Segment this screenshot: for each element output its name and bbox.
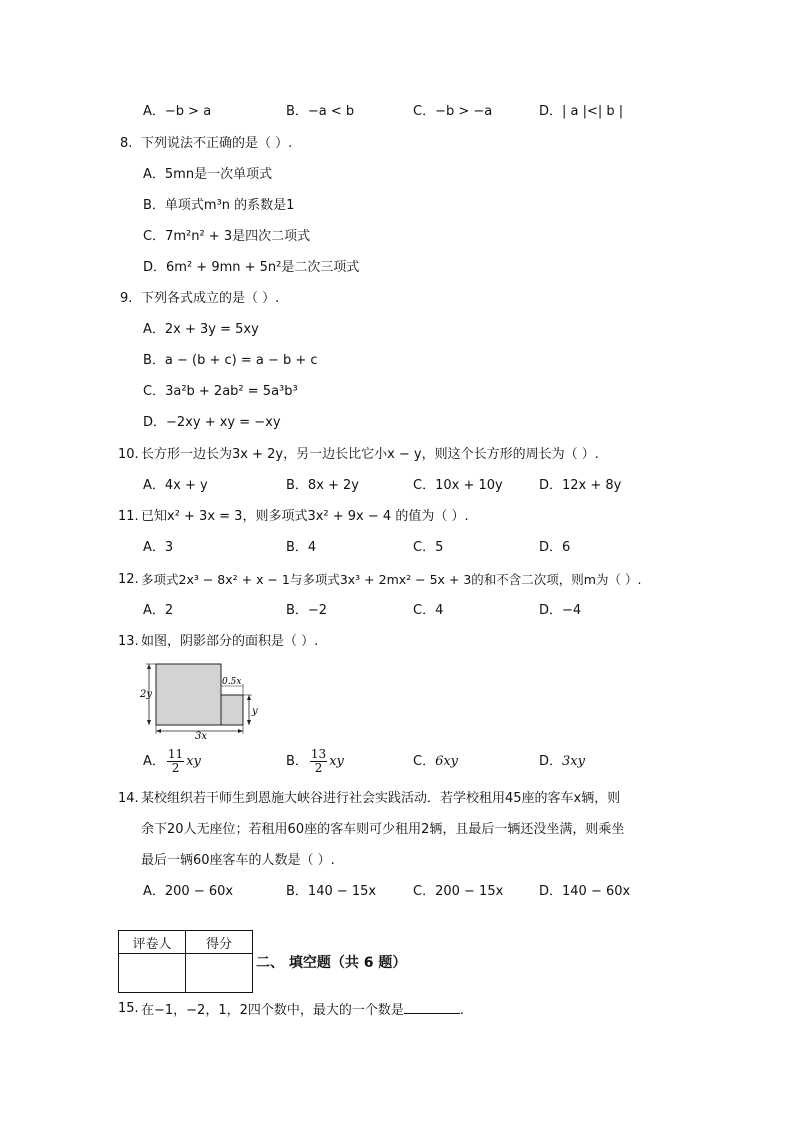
q13-option-a (143, 746, 201, 778)
q10-option-c: C．10x + 10y (413, 478, 503, 493)
q13-stem: 如图，阴影部分的面积是（ ）. (141, 634, 319, 649)
label-0-5x: 0.5x (222, 677, 242, 687)
q7-option-d: D．| a |<| b | (539, 104, 624, 119)
q15-answer-blank (404, 1000, 460, 1014)
q8-option-b: B．单项式m³n 的系数是1 (143, 198, 295, 213)
q13-number: 13. (118, 634, 139, 649)
q11-option-c: C．5 (413, 540, 444, 555)
section-2-title: 二、 填空题（共 6 题） (256, 955, 407, 971)
q11-stem: 已知x² + 3x = 3，则多项式3x² + 9x − 4 的值为（ ）. (141, 509, 469, 524)
reviewer-header: 评卷人 (119, 931, 186, 954)
q11-option-d: D．6 (539, 540, 571, 555)
q13-option-c (413, 753, 458, 771)
q13-option-d (539, 753, 585, 771)
score-table (118, 930, 253, 993)
q12-option-d: D．−4 (539, 603, 582, 618)
label-2y: 2y (140, 689, 153, 700)
q14-option-b: B．140 − 15x (286, 884, 377, 899)
q13-option-a-denominator: 2 (171, 761, 180, 775)
q13-option-b-numerator: 13 (310, 747, 327, 761)
q11-option-b: B．4 (286, 540, 317, 555)
q11-option-a: A．3 (143, 540, 174, 555)
q12-option-b: B．−2 (286, 603, 328, 618)
q10-option-d: D．12x + 8y (539, 478, 622, 493)
q13-option-a-fraction (167, 748, 184, 775)
q8-option-a: A．5mn是一次单项式 (143, 167, 273, 182)
q13-option-d-letter: D． (539, 754, 563, 769)
q8-option-d: D．6m² + 9mn + 5n²是二次三项式 (143, 260, 360, 275)
q7-option-b: B．−a < b (286, 104, 355, 119)
q10-option-a: A．4x + y (143, 478, 208, 493)
q9-option-d: D．−2xy + xy = −xy (143, 415, 281, 430)
q12-stem: 多项式2x³ − 8x² + x − 1与多项式3x³ + 2mx² − 5x + 3的和不含二次项，则m为（ ）. (141, 572, 642, 587)
q9-option-a: A．2x + 3y = 5xy (143, 322, 259, 337)
q10-option-b: B．8x + 2y (286, 478, 360, 493)
q14-line-1: 某校组织若干师生到恩施大峡谷进行社会实践活动．若学校租用45座的客车x辆，则 (141, 791, 621, 806)
q13-option-c-letter: C． (413, 754, 436, 769)
label-y: y (252, 706, 258, 717)
q13-option-a-tail: xy (186, 754, 201, 769)
q7-option-a: A．−b > a (143, 104, 212, 119)
q13-option-b (286, 746, 344, 778)
q9-stem: 下列各式成立的是（ ）. (141, 291, 280, 306)
q10-stem: 长方形一边长为3x + 2y，另一边长比它小x − y，则这个长方形的周长为（ ）. (141, 447, 599, 462)
q14-option-c: C．200 − 15x (413, 884, 504, 899)
q8-option-c: C．7m²n² + 3是四次二项式 (143, 229, 311, 244)
score-header: 得分 (186, 931, 253, 954)
q12-option-c: C．4 (413, 603, 444, 618)
q15-number: 15. (118, 1001, 139, 1016)
q7-option-c: C．−b > −a (413, 104, 493, 119)
q12-option-a: A．2 (143, 603, 174, 618)
q15-stem: 在−1，−2，1，2四个数中，最大的一个数是 (141, 1003, 404, 1018)
q8-number: 8. (120, 136, 133, 151)
q13-option-b-fraction (310, 748, 327, 775)
q14-number: 14. (118, 791, 139, 806)
q15-line (141, 1000, 464, 1020)
q14-option-d: D．140 − 60x (539, 884, 631, 899)
q9-option-b: B．a − (b + c) = a − b + c (143, 353, 318, 368)
q14-line-2: 余下20人无座位；若租用60座的客车则可少租用2辆，且最后一辆还没坐满，则乘坐 (141, 822, 625, 837)
q9-number: 9. (120, 291, 133, 306)
q13-option-c-text: 6xy (435, 754, 459, 769)
q13-option-a-letter: A． (143, 754, 165, 769)
reviewer-cell (119, 954, 186, 993)
q13-option-b-tail: xy (329, 754, 344, 769)
score-cell (186, 954, 253, 993)
q14-line-3: 最后一辆60座客车的人数是（ ）. (141, 853, 335, 868)
q8-stem: 下列说法不正确的是（ ）. (141, 136, 293, 151)
q12-number: 12. (118, 572, 139, 587)
q13-option-d-text: 3xy (562, 754, 585, 769)
q13-option-b-letter: B． (286, 754, 308, 769)
label-3x: 3x (195, 731, 208, 740)
q9-option-c: C．3a²b + 2ab² = 5a³b³ (143, 384, 298, 399)
shaded-area-figure (140, 658, 270, 740)
q13-option-b-denominator: 2 (314, 761, 323, 775)
q11-number: 11. (118, 509, 139, 524)
q13-option-a-numerator: 11 (167, 747, 184, 761)
q14-option-a: A．200 − 60x (143, 884, 234, 899)
q10-number: 10. (118, 447, 139, 462)
q15-end: . (459, 1003, 465, 1018)
